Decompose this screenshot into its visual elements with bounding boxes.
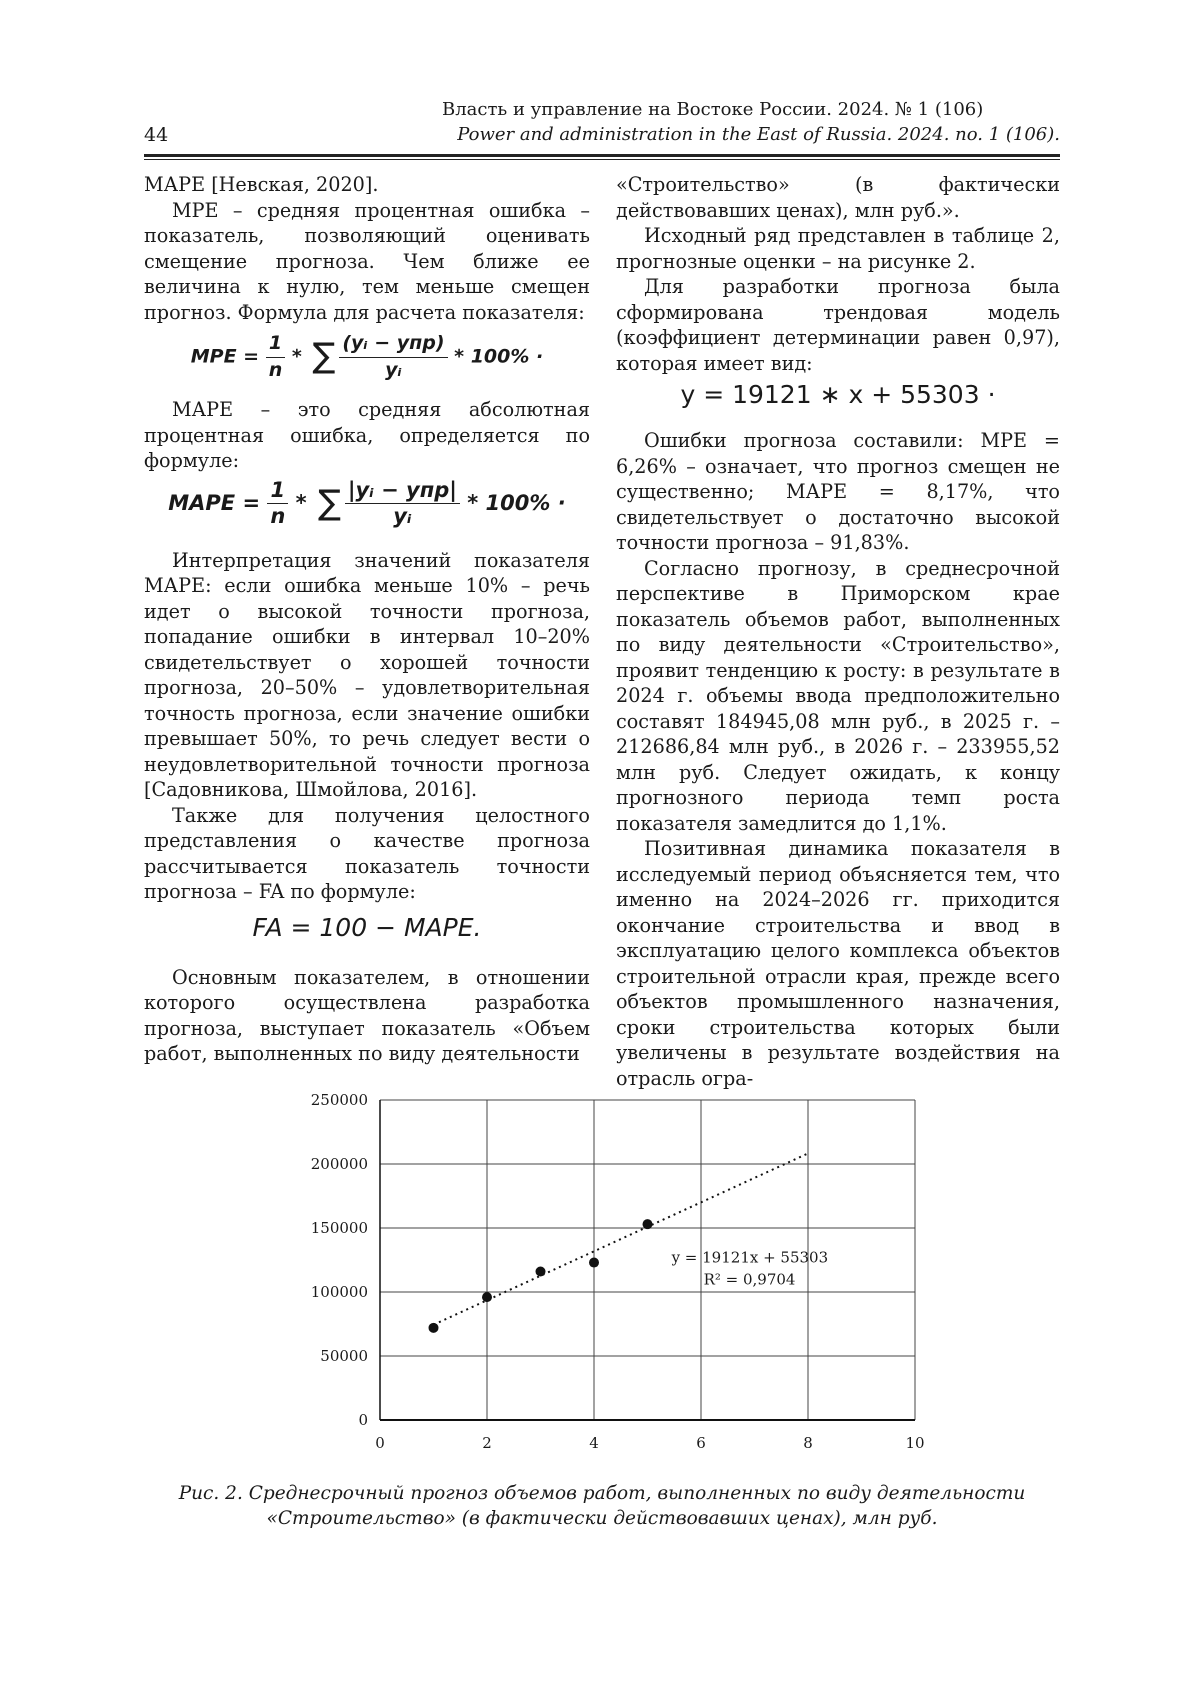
figure-caption-line-1: Рис. 2. Среднесрочный прогноз объемов работ, выполненных по виду деятельности — [178, 1483, 1026, 1504]
x-tick-label: 4 — [589, 1434, 599, 1452]
mpe-one: 1 — [266, 331, 286, 358]
right-paragraph-3: Для разработки прогноза была сформирована трендовая модель (коэффициент детерминации равен 0,97), которая имеет вид: — [616, 275, 1060, 375]
y-tick-label: 150000 — [310, 1219, 368, 1237]
data-point — [482, 1292, 492, 1302]
right-paragraph-6: Позитивная динамика показателя в исследуемый период объясняется тем, что именно на 2024–2026 гг. приходится окончание строительства и ввод в эксплуатацию целого комплекса объектов строительной отрасли края, прежде всего объектов промышленного назначения, сроки строительства которых были увеличены в результате воздействия на отрасль огра- — [616, 837, 1060, 1090]
x-tick-label: 2 — [482, 1434, 492, 1452]
data-point — [589, 1258, 599, 1268]
left-paragraph-5: Также для получения целостного представления о качестве прогноза рассчитывается показатель точности прогноза – FA по формуле: — [144, 803, 590, 903]
data-point — [643, 1219, 653, 1229]
mape-one: 1 — [267, 478, 288, 505]
mape-sum-sign: ∑ — [317, 482, 341, 523]
mpe-tail: * 100% · — [447, 345, 544, 368]
right-paragraph-5: Согласно прогнозу, в среднесрочной перспективе в Приморском крае показатель объемов работ, выполненных по виду деятельности «Строительство», проявит тенденцию к росту: в результате в 2024 г. объемы ввода предположительно составят 184945,08 млн руб., в 2025 г. – 212686,84 млн руб., в 2026 г. – 233955,52 млн руб. Следует ожидать, к концу прогнозного периода темп роста показателя замедлится до 1,1%. — [616, 556, 1060, 835]
mape-formula — [144, 478, 590, 544]
y-tick-label: 200000 — [310, 1155, 368, 1173]
header-rule-thick — [144, 154, 1060, 157]
y-tick-label: 250000 — [310, 1091, 368, 1109]
mpe-denominator: yᵢ — [385, 358, 402, 381]
right-paragraph-2: Исходный ряд представлен в таблице 2, прогнозные оценки – на рисунке 2. — [616, 224, 1060, 273]
y-tick-label: 50000 — [320, 1347, 368, 1365]
right-paragraph-1: «Строительство» (в фактически действовавших ценах), млн руб.». — [616, 173, 1060, 222]
mpe-sum-sign: ∑ — [312, 336, 336, 377]
mpe-fraction — [339, 331, 447, 383]
r-squared-label: R² = 0,9704 — [703, 1270, 796, 1289]
mape-denominator: yᵢ — [393, 504, 412, 528]
left-paragraph-4: Интерпретация значений показателя МАРЕ: если ошибка меньше 10% – речь идет о высокой точности прогноза, попадание ошибки в интервал 10–20% свидетельствует о хорошей точности прогноза, 20–50% – удовлетворительная точность прогноза, если значение ошибки превышает 50%, то речь следует вести о неудовлетворительной точности прогноза [Садовникова, Шмойлова, 2016]. — [144, 548, 590, 801]
right-column — [616, 172, 1060, 1091]
mape-n: n — [270, 504, 286, 528]
y-tick-label: 100000 — [310, 1283, 368, 1301]
trend-formula: y = 19121 ∗ x + 55303 · — [680, 380, 996, 409]
mape-numerator: |yᵢ − yпр| — [345, 478, 460, 505]
x-tick-label: 8 — [803, 1434, 813, 1452]
left-paragraph-6: Основным показателем, в отношении которого осуществлена разработка прогноза, выступает показатель «Объем работ, выполненных по виду деятельности — [144, 965, 590, 1065]
x-tick-label: 0 — [375, 1434, 385, 1452]
right-paragraph-4: Ошибки прогноза составили: МРЕ = 6,26% – означает, что прогноз смещен не существенно; МАРЕ = 8,17%, что свидетельствует о достаточно высокой точности прогноза – 91,83%. — [616, 429, 1060, 554]
mape-fraction — [345, 478, 460, 530]
mpe-n: n — [268, 358, 283, 381]
forecast-chart-svg — [290, 1086, 930, 1466]
page-number: 44 — [144, 124, 169, 146]
mpe-mult: * — [285, 345, 309, 368]
left-paragraph-3: МАРЕ – это средняя абсолютная процентная ошибка, определяется по формуле: — [144, 398, 590, 472]
left-paragraph-2: MPE – средняя процентная ошибка – показатель, позволяющий оценивать смещение прогноза. Чем ближе ее величина к нулю, тем меньше смещен прогноз. Формула для расчета показателя: — [144, 198, 590, 324]
left-column — [144, 172, 590, 1067]
journal-title-ru: Власть и управление на Востоке России. 2024. № 1 (106) — [442, 99, 984, 120]
forecast-chart — [290, 1086, 930, 1466]
mape-tail: * 100% · — [459, 490, 566, 515]
mpe-one-over-n — [266, 331, 286, 383]
data-point — [429, 1323, 439, 1333]
mpe-numerator: (yᵢ − yпр) — [339, 331, 447, 358]
mape-mult: * — [288, 490, 314, 515]
x-tick-label: 10 — [905, 1434, 925, 1452]
mpe-formula — [144, 331, 590, 391]
header-rule-thin — [144, 159, 1060, 160]
journal-title-en: Power and administration in the East of Russia. 2024. no. 1 (106). — [457, 124, 1060, 145]
data-point — [536, 1267, 546, 1277]
fa-formula: FA = 100 − MAPE. — [252, 912, 482, 942]
figure-caption-line-2: «Строительство» (в фактически действовавших ценах), млн руб. — [266, 1508, 938, 1529]
mape-lhs: MAPE = — [168, 490, 268, 515]
x-tick-label: 6 — [696, 1434, 706, 1452]
left-paragraph-1: МАРЕ [Невская, 2020]. — [144, 173, 379, 196]
mape-one-over-n — [267, 478, 288, 530]
y-tick-label: 0 — [358, 1411, 368, 1429]
mpe-lhs: MPE = — [190, 345, 266, 368]
trend-equation-label: y = 19121x + 55303 — [671, 1248, 829, 1267]
figure-caption — [144, 1481, 1060, 1531]
